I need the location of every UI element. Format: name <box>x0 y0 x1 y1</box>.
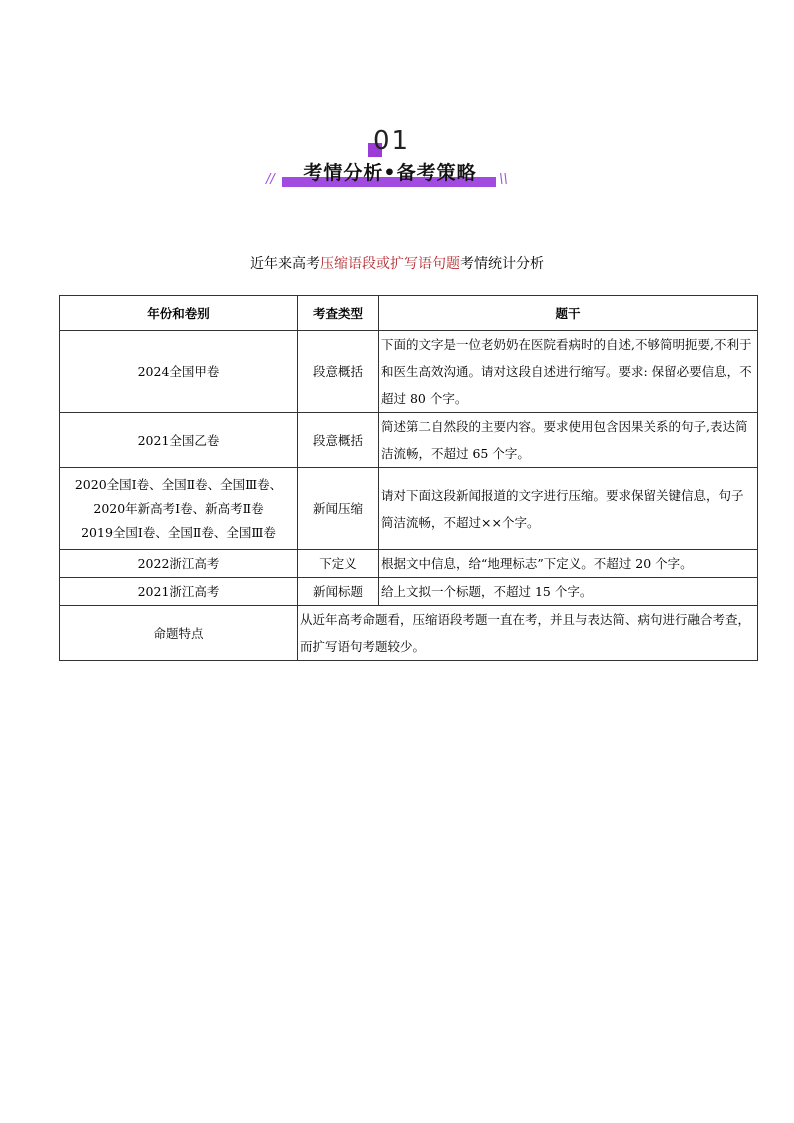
table-row <box>60 550 758 578</box>
cell-type: 新闻标题 <box>298 578 379 606</box>
table-summary-row <box>60 606 758 661</box>
table-row <box>60 331 758 413</box>
cell-stem: 根据文中信息，给“地理标志”下定义。不超过 20 个字。 <box>379 550 758 578</box>
summary-label: 命题特点 <box>60 606 298 661</box>
table-row <box>60 578 758 606</box>
title-prefix: 近年来高考 <box>250 256 320 272</box>
table-title <box>0 253 794 273</box>
cell-stem: 给上文拟一个标题，不超过 15 个字。 <box>379 578 758 606</box>
table-header-row <box>60 296 758 331</box>
title-middle: 或 <box>376 256 390 272</box>
cell-stem: 请对下面这段新闻报道的文字进行压缩。要求保留关键信息，句子简洁流畅，不超过××个字。 <box>379 468 758 550</box>
cell-type: 下定义 <box>298 550 379 578</box>
section-banner-title: 考情分析•备考策略 <box>303 162 477 184</box>
title-highlight-2: 扩写语句题 <box>390 256 460 272</box>
cell-type: 段意概括 <box>298 413 379 468</box>
table-row <box>60 413 758 468</box>
decor-slashes-left: // <box>266 172 275 187</box>
table-row <box>60 468 758 550</box>
cell-type: 段意概括 <box>298 331 379 413</box>
summary-text: 从近年高考命题看，压缩语段考题一直在考，并且与表达简、病句进行融合考查，而扩写语句考题较少。 <box>298 606 758 661</box>
cell-year-line: 2020年新高考Ⅰ卷、新高考Ⅱ卷 <box>93 500 264 516</box>
section-number: 01 <box>373 126 411 156</box>
cell-year: 2024全国甲卷 <box>60 331 298 413</box>
cell-year: 2021全国乙卷 <box>60 413 298 468</box>
title-highlight-1: 压缩语段 <box>320 256 376 272</box>
header-year: 年份和卷别 <box>60 296 298 331</box>
cell-year-line: 2020全国Ⅰ卷、全国Ⅱ卷、全国Ⅲ卷、 <box>74 476 283 492</box>
exam-analysis-table <box>59 295 758 661</box>
cell-stem: 简述第二自然段的主要内容。要求使用包含因果关系的句子,表达简洁流畅，不超过 65 个字。 <box>379 413 758 468</box>
decor-slashes-right: \\ <box>499 172 508 187</box>
cell-year-line: 2019全国Ⅰ卷、全国Ⅱ卷、全国Ⅲ卷 <box>81 524 276 540</box>
cell-type: 新闻压缩 <box>298 468 379 550</box>
title-suffix: 考情统计分析 <box>460 256 544 272</box>
cell-year: 2022浙江高考 <box>60 550 298 578</box>
cell-stem: 下面的文字是一位老奶奶在医院看病时的自述,不够简明扼要,不利于和医生高效沟通。请对这段自述进行缩写。要求: 保留必要信息，不超过 80 个字。 <box>379 331 758 413</box>
header-stem: 题干 <box>379 296 758 331</box>
cell-year: 2021浙江高考 <box>60 578 298 606</box>
header-type: 考查类型 <box>298 296 379 331</box>
cell-year <box>60 468 298 550</box>
